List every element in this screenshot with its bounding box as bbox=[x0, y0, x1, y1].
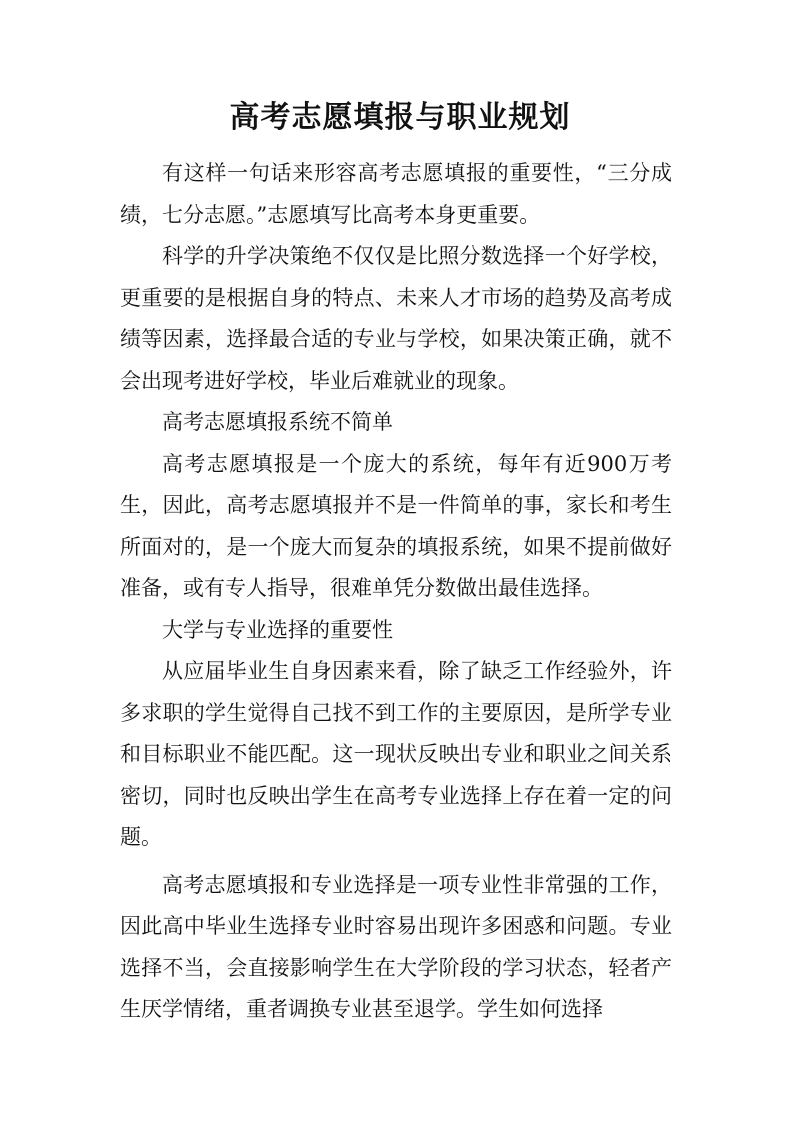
paragraph-graduates: 从应届毕业生自身因素来看，除了缺乏工作经验外，许多求职的学生觉得自己找不到工作的主要原因，是所学专业和目标职业不能匹配。这一现状反映出专业和职业之间关系密切，同时也反映出学生在高考专业选择上存在着一定的问题。 bbox=[120, 659, 672, 849]
paragraph-decision: 科学的升学决策绝不仅仅是比照分数选择一个好学校，更重要的是根据自身的特点、未来人才市场的趋势及高考成绩等因素，选择最合适的专业与学校，如果决策正确，就不会出现考进好学校，毕业后难就业的现象。 bbox=[120, 244, 672, 393]
section-heading-importance: 大学与专业选择的重要性 bbox=[162, 617, 393, 642]
section-heading-system: 高考志愿填报系统不简单 bbox=[162, 410, 393, 434]
paragraph-system: 高考志愿填报是一个庞大的系统，每年有近900万考生，因此，高考志愿填报并不是一件简单的事，家长和考生所面对的，是一个庞大而复杂的填报系统，如果不提前做好准备，或有专人指导，很难单凭分数做出最佳选择。 bbox=[120, 451, 672, 600]
document-title: 高考志愿填报与职业规划 bbox=[229, 100, 571, 135]
paragraph-intro: 有这样一句话来形容高考志愿填报的重要性，“三分成绩，七分志愿。”志愿填写比高考本身更重要。 bbox=[120, 161, 672, 227]
document-body bbox=[120, 153, 672, 1031]
paragraph-major-choice: 高考志愿填报和专业选择是一项专业性非常强的工作，因此高中毕业生选择专业时容易出现许多困惑和问题。专业选择不当，会直接影响学生在大学阶段的学习状态，轻者产生厌学情绪，重者调换专业甚至退学。学生如何选择 bbox=[120, 872, 672, 1021]
